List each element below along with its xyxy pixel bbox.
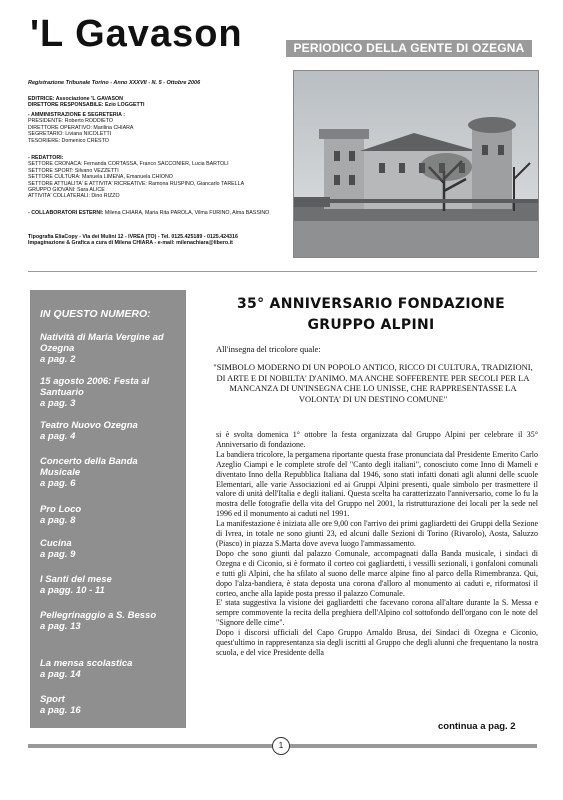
castle-photo — [293, 70, 539, 258]
toc-item[interactable] — [40, 504, 180, 526]
toc-item-title: Sport — [40, 694, 65, 705]
credits-collaboratori-block — [28, 210, 290, 216]
credit-line: ATTIVITA' COLLATERALI: Dino RIZZO — [28, 193, 120, 200]
toc-item-page: a pag. 8 — [40, 515, 76, 526]
credit-line: SETTORE SPORT: Silvano VEZZETTI — [28, 167, 119, 174]
section-divider — [28, 271, 537, 272]
toc-item[interactable] — [40, 694, 180, 716]
page-number: 1 — [272, 737, 290, 755]
credit-line: PRESIDENTE: Roberto RODDIETO — [28, 118, 113, 125]
impaginazione-line: Impaginazione & Grafica a cura di Milena CHIARA - e-mail: milenachiara@libero.it — [28, 240, 233, 247]
toc-item-title: Natività di Maria Vergine ad Ozegna — [40, 332, 164, 354]
toc-item-page: a pag. 4 — [40, 431, 76, 442]
toc-item-page: a pag. 6 — [40, 478, 76, 489]
credits-amministrazione-block — [28, 112, 290, 144]
toc-item-page: a pagg. 10 - 11 — [40, 585, 105, 596]
toc-item[interactable] — [40, 610, 180, 632]
collaboratori-list: Milena CHIARA, Maria Rita PAROLA, Vilma FURINO, Alma BASSINO — [104, 210, 270, 216]
article-headline-subtitle: GRUPPO ALPINI — [307, 317, 435, 333]
article-intro: All'insegna del tricolore quale: — [216, 344, 321, 354]
article-paragraph: La bandiera tricolore, la pergamena riportante questa frase pronunciata dal Presidente Emerito Carlo Azeglio Ciampi e le complete strofe del "Canto degli italiani", conosciuto come Inno di Mameli e diventato Inno della Repubblica Italiana dal 1946, sono stati infatti donati agli alunni delle scuole Elementari, alle varie Associazioni ed ai Gruppi Alpini presenti, quale simbolo per trasmettere il valore di unità dell'Italia e degli italiani. Questa scelta ha caratterizzato l'anniversario, come lo fu la mostra delle fotografie della vita del Gruppo nel 2001, la ristrutturazione dei locali per la sede nel 1996 ed il monumento ai caduti nel 1991. — [216, 449, 538, 519]
credit-line: SEGRETARIO: Liviana NICOLETTI — [28, 131, 112, 138]
direttore-line: DIRETTORE RESPONSABILE: Ezio LOGGETTI — [28, 102, 145, 109]
toc-item-page: a pag. 16 — [40, 705, 81, 716]
registration-line: Registrazione Tribunale Torino - Anno XXXVII - N. 5 - Ottobre 2006 — [28, 80, 201, 86]
toc-item-page: a pag. 2 — [40, 354, 76, 365]
tipografia-line: Tipografia EliaCopy - Via dei Mulini 12 - IVREA (TO) - Tel. 0125.425189 - 0125.424316 — [28, 234, 238, 240]
toc-item-title: La mensa scolastica — [40, 658, 133, 669]
toc-item[interactable] — [40, 376, 180, 409]
toc-item-title: 15 agosto 2006: Festa al Santuario — [40, 376, 150, 398]
toc-sidebar — [30, 290, 186, 728]
toc-item[interactable] — [40, 332, 180, 365]
collaboratori-heading: - COLLABORATORI ESTERNI: — [28, 210, 104, 216]
toc-item-page: a pag. 3 — [40, 398, 76, 409]
article-paragraph: E' stata suggestiva la visione dei gagliardetti che facevano corona all'altare durante la S. Messa e sempre commovente la recita della preghiera dell'Alpino col sottofondo dell'organo con le note del "Signore delle cime". — [216, 598, 538, 628]
credit-line: SETTORE CRONACA: Fernanda CORTASSA, Franco SACCONIER, Lucia BARTOLI — [28, 161, 229, 168]
toc-item-title: Pro Loco — [40, 504, 82, 515]
article-paragraph: Dopo che sono giunti dal palazzo Comunale, accompagnati dalla Banda musicale, i sindaci di Ozegna e di Ciconio, si è formato il corteo coi gagliardetti, i vessilli sezionali, i gonfaloni comunali e tutti gli Alpini, che ha sfilato al suono delle marce alpine fino al parco della Rimembranza. Qui, dopo l'alza-bandiera, è stata deposta una corona d'alloro al monumento ai caduti e, riformatosi il corteo, anche alla lapide posta presso il palazzo Comunale. — [216, 548, 538, 598]
toc-item-title: Cucina — [40, 538, 72, 549]
toc-heading: IN QUESTO NUMERO: — [40, 308, 151, 320]
newspaper-title: 'L Gavason — [30, 13, 243, 55]
continue-link[interactable]: continua a pag. 2 — [438, 721, 516, 732]
credits-redattori-block — [28, 155, 290, 200]
toc-item[interactable] — [40, 456, 180, 489]
toc-item-page: a pag. 14 — [40, 669, 81, 680]
amministrazione-heading: - AMMINISTRAZIONE E SEGRETERIA : — [28, 112, 126, 118]
credits-editrice-block — [28, 96, 290, 109]
toc-item-title: Concerto della Banda Musicale — [40, 456, 138, 478]
article-paragraph: La manifestazione è iniziata alle ore 9,00 con l'arrivo dei primi gagliardetti dei Gruppi della Sezione di Ivrea, in totale ne sono giunti 23, ed alcuni dalle Sezioni di Torino (Rivarolo), Aosta, Saluzzo (Piasco) in piazza S.Marta dove aveva luogo l'ammassamento. — [216, 519, 538, 548]
credit-line: GRUPPO GIOVANI: Sara ALICE — [28, 187, 105, 194]
credit-line: SETTORE CULTURA: Manuela LIMENA, Emanuela CHIONO — [28, 174, 173, 181]
article-headline: 35° ANNIVERSARIO FONDAZIONE — [237, 296, 505, 312]
article-paragraph: Dopo i discorsi ufficiali del Capo Gruppo Arnaldo Brusa, dei Sindaci di Ozegna e Ciconio, quest'ultimo in rappresentanza sia degli iscritti al Gruppo che degli alunni che frequentano la nostra scuola, e del vice Presidente della — [216, 628, 538, 657]
toc-item-title: Pellegrinaggio a S. Besso — [40, 610, 157, 621]
credit-line: TESORIERE: Domenico CRESTO — [28, 137, 109, 144]
credits-print-block — [28, 234, 290, 247]
article-body — [216, 430, 538, 658]
credit-line: DIRETTORE OPERATIVO: Marilina CHIARA — [28, 124, 134, 131]
toc-item[interactable] — [40, 574, 180, 596]
article-quote: "SIMBOLO MODERNO DI UN POPOLO ANTICO, RICCO DI CULTURA, TRADIZIONI, DI ARTE E DI NOBILTA' D'ANIMO. MA ANCHE SOFFERENTE PER SECOLI PER LA MANCANZA DI UN'INSEGNA CHE LO UNISSE, CHE RAPPRESENTASSE LA VOLONTA' DI UN DESTINO COMUNE" — [213, 362, 533, 404]
toc-item-title: Teatro Nuovo Ozegna — [40, 420, 138, 431]
toc-item-title: I Santi del mese — [40, 574, 112, 585]
toc-item[interactable] — [40, 658, 180, 680]
credit-line: SETTORE ATTUALITA' E ATTIVITA' RICREATIVE: Ramona RUSPINO, Giancarlo TARELLA — [28, 180, 245, 187]
toc-item[interactable] — [40, 538, 180, 560]
toc-item-page: a pag. 13 — [40, 621, 81, 632]
toc-item-page: a pag. 9 — [40, 549, 76, 560]
redattori-heading: - REDATTORI: — [28, 155, 64, 161]
article-paragraph: si è svolta domenica 1° ottobre la festa organizzata dal Gruppo Alpini per celebrare il 35° Anniversario di fondazione. — [216, 430, 538, 449]
newspaper-tagline: PERIODICO DELLA GENTE DI OZEGNA — [286, 40, 532, 57]
editrice-line: EDITRICE: Associazione 'L GAVASON — [28, 96, 123, 102]
toc-item[interactable] — [40, 420, 180, 442]
